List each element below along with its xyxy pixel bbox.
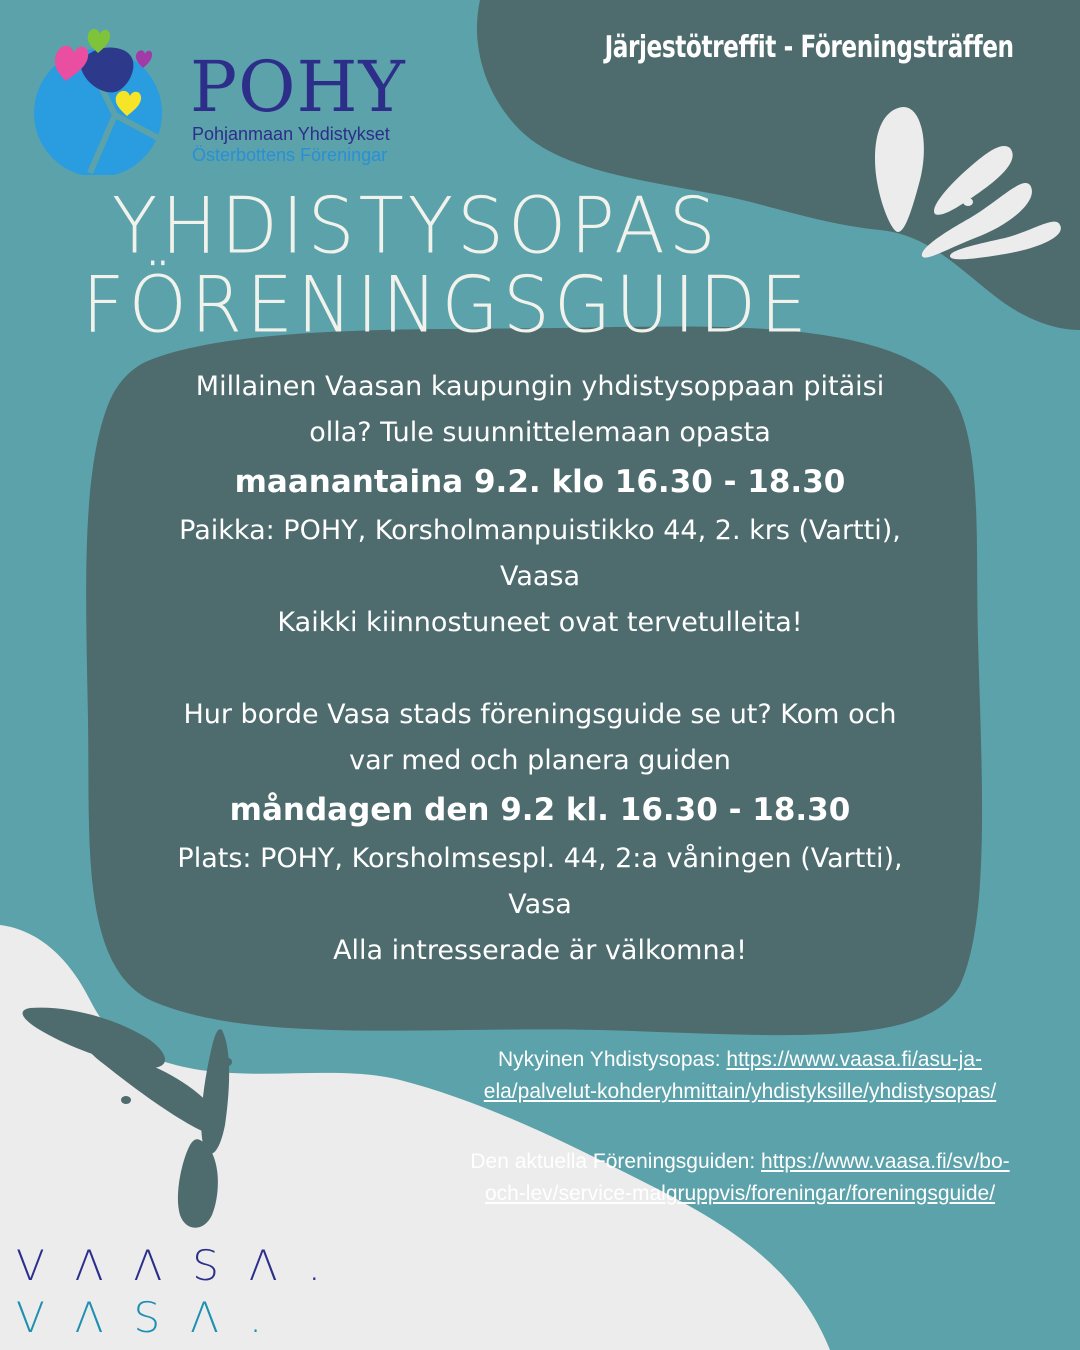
fi-date: maanantaina 9.2. klo 16.30 - 18.30 (234, 464, 846, 500)
fi-place-line1: Paikka: POHY, Korsholmanpuistikko 44, 2. krs (Vartti), (179, 515, 901, 546)
fi-intro-line2: olla? Tule suunnittelemaan opasta (309, 417, 771, 448)
invitation-text (100, 364, 980, 974)
fi-guide-link-part2[interactable]: ela/palvelut-kohderyhmittain/yhdistyksille/yhdistysopas/ (483, 1080, 997, 1103)
pohy-hearts-logo-icon (30, 25, 170, 175)
sv-link-line1 (400, 1146, 1080, 1178)
fi-guide-link-part1[interactable]: https://www.vaasa.fi/asu-ja- (726, 1048, 982, 1071)
pohy-subtitle-fi: Pohjanmaan Yhdistykset (192, 124, 390, 144)
sv-link-label: Den aktuella Föreningsguiden: (470, 1150, 762, 1173)
fi-link-line2 (400, 1076, 1080, 1108)
sv-place-line2: Vasa (508, 889, 572, 920)
sv-place-line1: Plats: POHY, Korsholmsespl. 44, 2:a våningen (Vartti), (177, 843, 903, 874)
vaasa-logo-fi: VΛΛSΛ. (16, 1241, 351, 1290)
fi-welcome: Kaikki kiinnostuneet ovat tervetulleita! (277, 607, 803, 638)
pohy-wordmark: POHY (190, 46, 406, 128)
guide-links (400, 1044, 1080, 1210)
sv-link-line2 (400, 1178, 1080, 1210)
fi-link-label: Nykyinen Yhdistysopas: (497, 1048, 727, 1071)
spacer (400, 1108, 1080, 1146)
sv-guide-link-part1[interactable]: https://www.vaasa.fi/sv/bo- (761, 1150, 1010, 1173)
fi-link-line1 (400, 1044, 1080, 1076)
spacer (100, 646, 980, 692)
sv-welcome: Alla intresserade är välkomna! (333, 935, 747, 966)
sv-intro-line2: var med och planera guiden (349, 745, 731, 776)
sv-guide-link-part2[interactable]: och-lev/service-malgruppvis/foreningar/foreningsguide/ (484, 1182, 996, 1205)
pohy-subtitle-sv: Österbottens Föreningar (192, 145, 388, 165)
fi-place-line2: Vaasa (499, 561, 581, 592)
vaasa-logo-sv: VΛSΛ. (16, 1293, 293, 1342)
event-tag: Järjestötreffit - Föreningsträffen (604, 30, 1014, 65)
title-foreningsguide: FÖRENINGSGUIDE (82, 259, 811, 351)
sv-intro-line1: Hur borde Vasa stads föreningsguide se ut? Kom och (183, 699, 897, 730)
fi-intro-line1: Millainen Vaasan kaupungin yhdistysoppaan pitäisi (195, 371, 885, 402)
title-yhdistysopas: YHDISTYSOPAS (112, 180, 720, 272)
sv-date: måndagen den 9.2 kl. 16.30 - 18.30 (229, 792, 851, 828)
